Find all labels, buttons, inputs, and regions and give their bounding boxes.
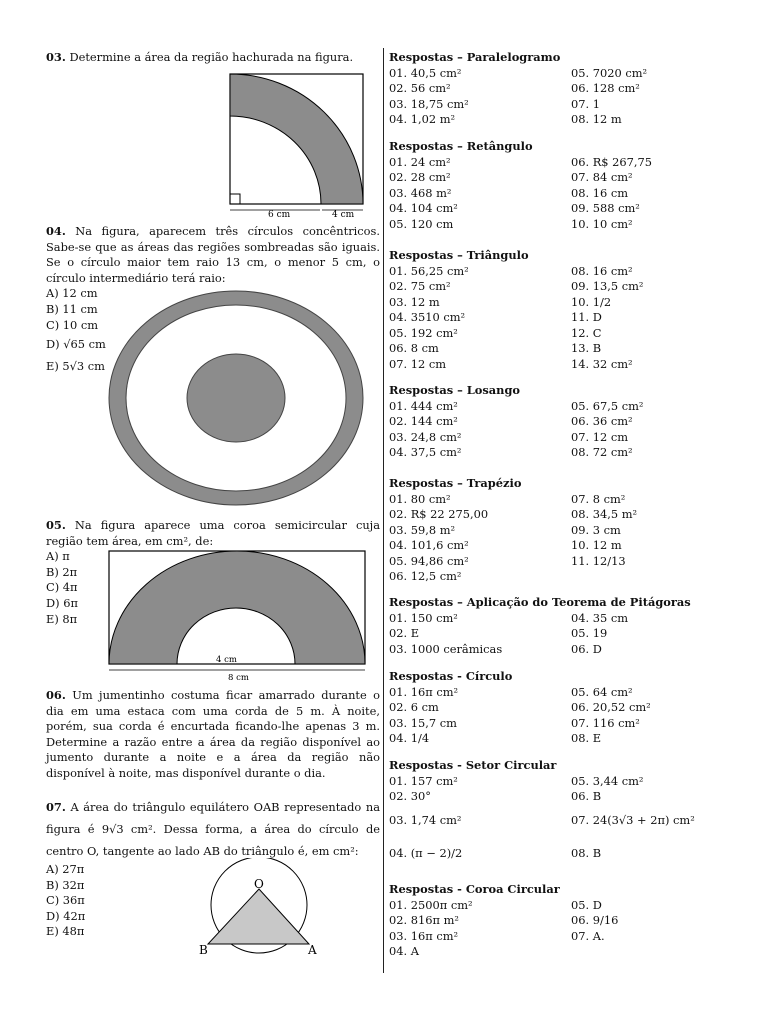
answer-item: 04. 1,02 m² (389, 112, 456, 126)
option-e: E) 48π (46, 924, 85, 939)
section-title: Respostas - Coroa Circular (389, 882, 560, 896)
question-number: 05. (46, 518, 66, 532)
option-e: E) 5√3 cm (46, 358, 105, 373)
answers-coroa-circular (389, 882, 719, 960)
answer-item: 06. 9/16 (571, 913, 619, 927)
option-c: C) 10 cm (46, 317, 99, 332)
option-a: A) 12 cm (46, 286, 98, 301)
answers-circulo (389, 669, 719, 747)
option-b: B) 2π (46, 564, 78, 579)
answers-grid (389, 685, 719, 747)
answer-item: 01. 24 cm² (389, 154, 451, 169)
answer-item: 04. (π − 2)/2 (389, 846, 463, 860)
answer-item: 13. B (571, 341, 602, 355)
answer-item: 02. 6 cm (389, 700, 439, 714)
answers-grid (389, 611, 719, 658)
shaded-quarter-ring (230, 74, 363, 204)
answers-grid (389, 774, 719, 862)
answer-item: 07. 116 cm² (571, 715, 640, 730)
answer-item: 10. 10 cm² (571, 216, 633, 231)
answer-item: 05. 94,86 cm² (389, 553, 469, 568)
option-d: D) 42π (46, 908, 86, 923)
answer-item: 01. 2500π cm² (389, 897, 473, 912)
answer-item: 04. 1/4 (389, 731, 430, 745)
answer-item: 07. 1 (571, 96, 600, 111)
answers-grid (389, 492, 719, 585)
answer-item: 01. 157 cm² (389, 773, 458, 788)
section-title: Respostas - Círculo (389, 669, 513, 683)
figure-semicircular-ring (108, 550, 368, 682)
answers-grid (389, 264, 719, 373)
answer-item: 09. 588 cm² (571, 201, 640, 215)
answers-pitagoras (389, 595, 719, 657)
answer-item (571, 944, 719, 960)
answer-item: 02. E (389, 626, 420, 640)
answer-item: 01. 56,25 cm² (389, 263, 469, 278)
answer-item: 08. 16 cm² (571, 263, 633, 278)
answers-grid (389, 399, 719, 461)
answer-item: 06. 20,52 cm² (571, 700, 651, 714)
answer-item: 01. 16π cm² (389, 684, 459, 699)
option-a: A) 27π (46, 862, 85, 876)
label-4cm: 4 cm (216, 655, 237, 665)
answer-item: 03. 1,74 cm² (389, 812, 462, 827)
answer-item: 03. 59,8 m² (389, 522, 456, 537)
answer-item: 02. R$ 22 275,00 (389, 507, 489, 521)
answer-item: 06. B (571, 789, 602, 803)
answers-grid (389, 898, 719, 960)
answer-item: 07. 84 cm² (571, 170, 633, 184)
option-d: D) 6π (46, 595, 78, 610)
answer-item: 06. 128 cm² (571, 81, 640, 95)
answer-item: 10. 12 m (571, 538, 622, 552)
answer-item: 06. D (571, 641, 602, 656)
answer-item: 05. 7020 cm² (571, 65, 648, 80)
label-a: A (308, 943, 317, 957)
option-b: B) 11 cm (46, 301, 98, 316)
answer-item: 06. 12,5 cm² (389, 569, 462, 583)
answer-item: 02. 28 cm² (389, 170, 451, 184)
answer-item: 04. 35 cm (571, 610, 629, 625)
answer-item (571, 569, 719, 585)
answer-item: 07. 12 cm (389, 356, 447, 371)
answer-item: 05. 67,5 cm² (571, 398, 644, 413)
answer-item: 06. 36 cm² (571, 414, 633, 428)
answer-item: 05. D (571, 897, 602, 912)
figure-triangle-circle (198, 858, 324, 958)
option-d: D) √65 cm (46, 337, 106, 352)
answer-item: 07. 12 cm (571, 429, 629, 444)
section-title: Respostas – Losango (389, 383, 521, 397)
question-06 (46, 688, 380, 782)
inner-circle (187, 354, 285, 442)
shaded-semicircular-ring (109, 551, 365, 664)
answer-item: 07. 8 cm² (571, 491, 626, 506)
answer-item: 04. 101,6 cm² (389, 538, 469, 552)
answer-item: 03. 24,8 cm² (389, 429, 462, 444)
right-angle-mark (230, 194, 240, 204)
answer-item: 07. A. (571, 928, 605, 943)
answer-item: 08. E (571, 731, 602, 745)
answer-item: 06. R$ 267,75 (571, 154, 653, 169)
answers-triangulo (389, 248, 719, 372)
option-a: A) π (46, 549, 70, 564)
answers-grid (389, 66, 719, 128)
answer-item: 02. 75 cm² (389, 279, 451, 293)
figure-quarter-ring (228, 72, 368, 218)
answer-item: 03. 468 m² (389, 185, 452, 200)
answer-item: 01. 80 cm² (389, 491, 451, 506)
triangle-oab (208, 889, 309, 944)
option-b: B) 32π (46, 877, 85, 892)
column-divider (383, 48, 384, 973)
answer-item: 03. 18,75 cm² (389, 96, 469, 111)
answer-item: 03. 15,7 cm (389, 715, 457, 730)
answer-item: 05. 3,44 cm² (571, 773, 644, 788)
answer-item: 11. 12/13 (571, 553, 626, 568)
section-title: Respostas – Paralelogramo (389, 50, 561, 64)
option-c: C) 36π (46, 893, 85, 908)
answer-item: 05. 19 (571, 626, 608, 640)
answer-item: 09. 13,5 cm² (571, 279, 644, 293)
label-6cm: 6 cm (268, 210, 291, 218)
answer-item: 06. 8 cm (389, 341, 439, 355)
question-text: Na figura, aparecem três círculos concêntricos. Sabe-se que as áreas das regiões sombreadas são iguais. Se o círculo maior tem raio 13 cm, o menor 5 cm, o círculo intermediário terá raio: (46, 224, 380, 285)
section-title: Respostas – Triângulo (389, 248, 529, 262)
answers-trapezio (389, 476, 719, 585)
answer-item: 02. 816π m² (389, 913, 459, 927)
label-o: O (254, 877, 264, 891)
question-number: 06. (46, 688, 66, 702)
question-text: A área do triângulo equilátero OAB representado na figura é 9√3 cm². Dessa forma, a área do círculo de centro O, tangente ao lado AB do triângulo é, em cm²: (46, 800, 380, 858)
answer-item: 04. 3510 cm² (389, 310, 466, 324)
answer-item: 11. D (571, 310, 602, 324)
answer-item: 02. 144 cm² (389, 414, 458, 428)
section-title: Respostas – Retângulo (389, 139, 533, 153)
answer-item: 01. 150 cm² (389, 610, 458, 625)
answer-item: 12. C (571, 325, 602, 340)
question-number: 03. (46, 50, 66, 64)
question-number: 04. (46, 224, 66, 238)
answer-item: 03. 1000 cerâmicas (389, 641, 503, 656)
answer-item: 01. 444 cm² (389, 398, 458, 413)
option-c: C) 4π (46, 580, 78, 595)
answer-item: 04. A (389, 944, 419, 958)
answer-item: 10. 1/2 (571, 294, 612, 309)
answer-item: 08. 16 cm (571, 185, 629, 200)
question-03 (46, 50, 380, 66)
answer-item: 02. 30° (389, 789, 431, 803)
question-text: Determine a área da região hachurada na figura. (69, 50, 354, 64)
answer-item: 14. 32 cm² (571, 356, 633, 371)
answer-item: 03. 16π cm² (389, 928, 459, 943)
answer-item: 03. 12 m (389, 294, 440, 309)
answers-retangulo (389, 139, 719, 232)
figure-concentric-circles (106, 288, 366, 508)
answer-item: 01. 40,5 cm² (389, 65, 462, 80)
question-number: 07. (46, 800, 66, 814)
answer-item: 04. 37,5 cm² (389, 445, 462, 459)
question-text: Na figura aparece uma coroa semicircular cuja região tem área, em cm², de: (46, 518, 381, 548)
answer-item: 07. 24(3√3 + 2π) cm² (571, 812, 695, 827)
section-title: Respostas – Trapézio (389, 476, 522, 490)
label-4cm: 4 cm (332, 210, 355, 218)
section-title: Respostas – Aplicação do Teorema de Pitágoras (389, 595, 691, 609)
answer-item: 05. 192 cm² (389, 325, 458, 340)
answer-item: 08. 72 cm² (571, 445, 633, 459)
answers-setor-circular (389, 758, 719, 862)
answer-item: 02. 56 cm² (389, 81, 451, 95)
answer-item: 05. 64 cm² (571, 684, 633, 699)
answer-item: 08. 12 m (571, 112, 622, 126)
question-text: Um jumentinho costuma ficar amarrado durante o dia em uma estaca com uma corda de 5 m. À noite, porém, sua corda é encurtada ficando-lhe apenas 3 m. Determine a razão entre a área da região disponível ao jumento durante a noite e a área da região não disponível à noite, mas disponível durante o dia. (46, 688, 381, 780)
answer-item: 09. 3 cm (571, 522, 621, 537)
answers-grid (389, 155, 719, 233)
answer-item: 08. B (571, 846, 602, 860)
answer-item: 04. 104 cm² (389, 201, 458, 215)
option-e: E) 8π (46, 611, 78, 626)
label-8cm: 8 cm (228, 673, 249, 682)
answer-item: 05. 120 cm (389, 216, 454, 231)
label-b: B (199, 943, 208, 957)
answer-item: 08. 34,5 m² (571, 507, 638, 521)
answers-losango (389, 383, 719, 461)
answers-paralelogramo (389, 50, 719, 128)
section-title: Respostas - Setor Circular (389, 758, 557, 772)
